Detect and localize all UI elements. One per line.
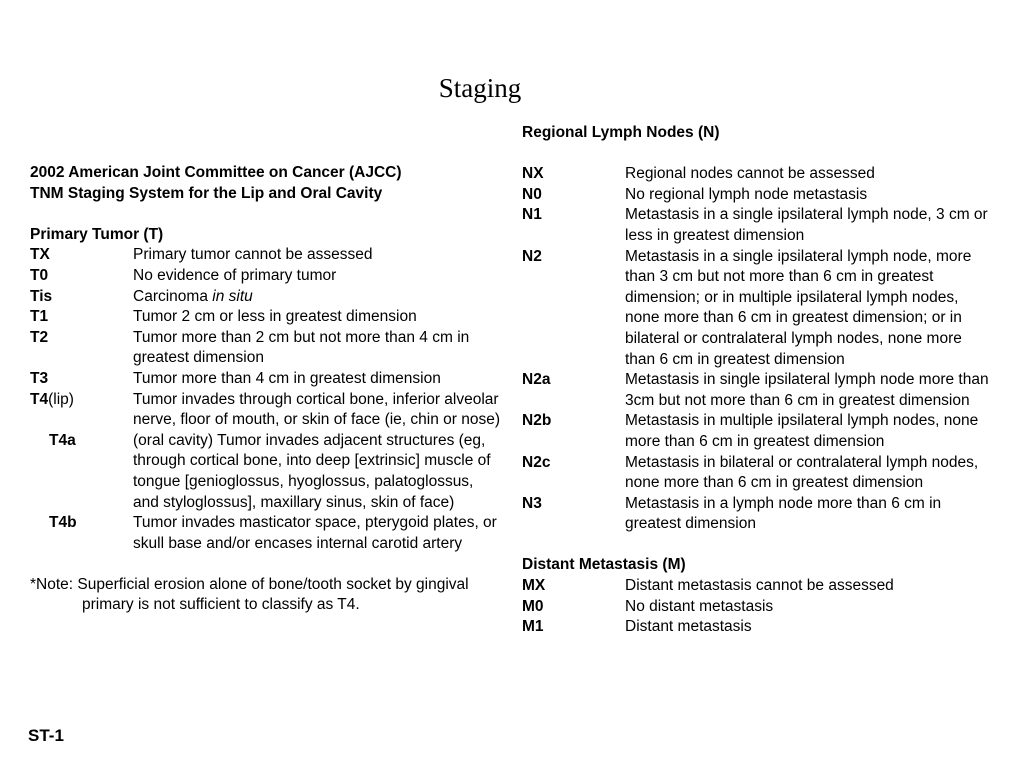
node-description: No regional lymph node metastasis: [625, 185, 868, 203]
stage-code-suffix: (lip): [48, 390, 74, 408]
node-row-n2: [522, 247, 992, 371]
stage-description: (oral cavity) Tumor invades adjacent structures (eg, through cortical bone, into deep [extrinsic] muscle of tongue [genioglossus, hyoglossus, palatoglossus, and styloglossus], maxillary sinus, skin of face): [133, 431, 491, 511]
node-code: N0: [522, 185, 542, 203]
metastasis-description: Distant metastasis: [625, 618, 752, 636]
stage-code: TX: [30, 246, 50, 264]
node-row-n2a: [522, 370, 992, 411]
stage-row-tx: [30, 245, 500, 266]
node-description: Metastasis in multiple ipsilateral lymph nodes, none more than 6 cm in greatest dimension: [625, 412, 979, 450]
ajcc-heading-line1: 2002 American Joint Committee on Cancer (AJCC): [30, 164, 402, 181]
nodes-metastasis-column: [522, 123, 992, 638]
node-description: Metastasis in bilateral or contralateral lymph nodes, none more than 6 cm in greatest dimension: [625, 453, 979, 492]
stage-code: Tis: [30, 287, 53, 305]
stage-description: No evidence of primary tumor: [133, 266, 337, 284]
stage-row-t0: [30, 266, 500, 287]
node-row-n2c: [522, 453, 992, 494]
stage-description-italic: in situ: [212, 287, 253, 305]
stage-description: Tumor invades masticator space, pterygoid plates, or skull base and/or encases internal carotid artery: [133, 514, 497, 552]
stage-code: T0: [30, 266, 49, 284]
node-row-n0: [522, 185, 992, 206]
distant-metastasis-heading: Distant Metastasis (M): [522, 556, 686, 574]
node-description: Metastasis in a single ipsilateral lymph node, 3 cm or less in greatest dimension: [625, 206, 988, 244]
node-description: Regional nodes cannot be assessed: [625, 165, 875, 183]
stage-description: Primary tumor cannot be assessed: [133, 246, 373, 264]
metastasis-row-m1: [522, 617, 992, 638]
metastasis-description: Distant metastasis cannot be assessed: [625, 577, 894, 595]
node-code: N1: [522, 206, 542, 224]
footnote: *Note: Superficial erosion alone of bone/tooth socket by gingival primary is not sufficient to classify as T4.: [30, 575, 469, 614]
node-row-n1: [522, 205, 992, 246]
stage-row-tis: [30, 287, 500, 308]
node-description: Metastasis in a lymph node more than 6 cm in greatest dimension: [625, 494, 942, 533]
metastasis-code: M1: [522, 618, 544, 636]
stage-row-t2: [30, 328, 500, 369]
spacer: [522, 535, 992, 556]
node-code: NX: [522, 165, 544, 183]
spacer: [30, 554, 500, 575]
stage-row-t3: [30, 369, 500, 390]
primary-tumor-heading: Primary Tumor (T): [30, 225, 164, 243]
stage-row-t4-lip: [30, 390, 500, 431]
metastasis-description: No distant metastasis: [625, 597, 774, 615]
stage-description: Tumor invades through cortical bone, inferior alveolar nerve, floor of mouth, or skin of face (ie, chin or nose): [133, 390, 501, 429]
stage-description-text: Carcinoma: [133, 287, 213, 305]
stage-description: [133, 287, 500, 308]
slide-number: ST-1: [28, 726, 64, 745]
node-description: Metastasis in single ipsilateral lymph node more than 3cm but not more than 6 cm in greatest dimension: [625, 371, 989, 409]
slide-title: [0, 70, 960, 106]
stage-code: T4a: [49, 431, 76, 449]
stage-description: Tumor more than 2 cm but not more than 4 cm in greatest dimension: [133, 328, 470, 367]
metastasis-code: MX: [522, 577, 546, 595]
metastasis-row-mx: [522, 576, 992, 597]
node-code: N3: [522, 494, 542, 512]
node-code: N2c: [522, 453, 551, 471]
stage-row-t4a: [30, 431, 500, 513]
metastasis-row-m0: [522, 597, 992, 618]
spacer: [30, 204, 500, 225]
node-code: N2: [522, 247, 542, 265]
node-code: N2b: [522, 412, 552, 430]
metastasis-code: M0: [522, 597, 544, 615]
stage-code: T3: [30, 369, 49, 387]
stage-row-t4b: [30, 513, 500, 554]
spacer: [522, 144, 992, 165]
stage-row-t1: [30, 307, 500, 328]
stage-description: Tumor more than 4 cm in greatest dimension: [133, 369, 441, 387]
stage-code: T4b: [49, 514, 77, 532]
node-row-nx: [522, 164, 992, 185]
ajcc-heading-line2: TNM Staging System for the Lip and Oral Cavity: [30, 184, 383, 202]
lymph-nodes-heading: Regional Lymph Nodes (N): [522, 124, 720, 141]
primary-tumor-column: [30, 163, 500, 616]
node-row-n3: [522, 494, 992, 535]
node-row-n2b: [522, 411, 992, 452]
node-description: Metastasis in a single ipsilateral lymph node, more than 3 cm but not more than 6 cm in greatest dimension; or in multiple ipsilateral lymph nodes, none more than 6 cm in greatest dimension; or in bilateral or contralateral lymph nodes, none more than 6 cm in greatest dimension: [625, 247, 972, 368]
node-code: N2a: [522, 371, 551, 389]
stage-code: [30, 390, 133, 431]
slide-title-text: Staging: [438, 73, 522, 103]
stage-code-text: T4: [30, 390, 49, 408]
stage-description: Tumor 2 cm or less in greatest dimension: [133, 308, 417, 326]
stage-code: T2: [30, 328, 49, 346]
stage-code: T1: [30, 308, 49, 326]
